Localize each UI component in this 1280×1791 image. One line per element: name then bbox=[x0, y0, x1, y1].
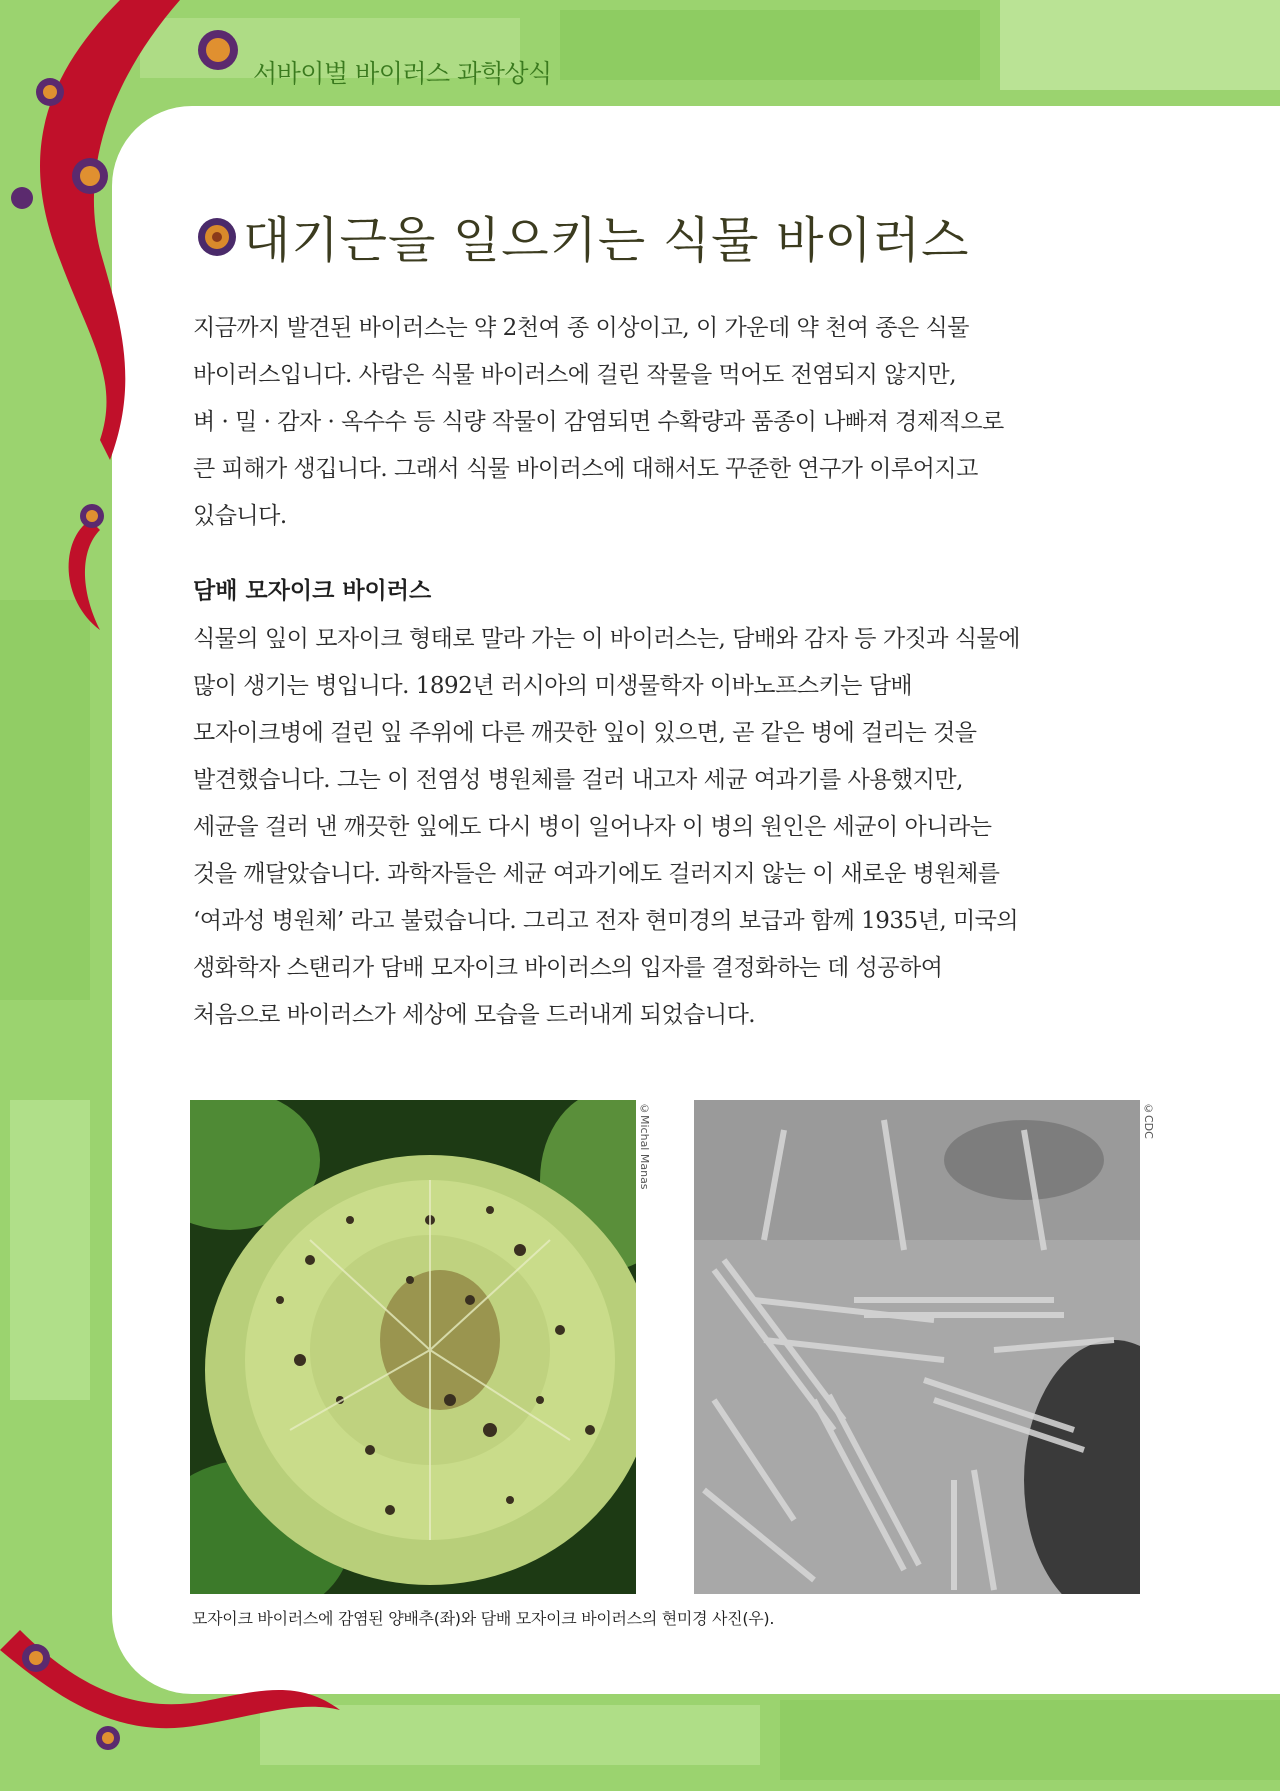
section-line: 식물의 잎이 모자이크 형태로 말라 가는 이 바이러스는, 담배와 감자 등 가짓과 식물에 bbox=[193, 626, 1020, 652]
page-title-text: 대기근을 일으키는 식물 바이러스 bbox=[243, 212, 970, 269]
section-line: 모자이크병에 걸린 잎 주위에 다른 깨끗한 잎이 있으면, 곧 같은 병에 걸리는 것을 bbox=[193, 720, 977, 746]
micrograph-photo bbox=[694, 1100, 1140, 1594]
section-line: ‘여과성 병원체’ 라고 불렀습니다. 그리고 전자 현미경의 보급과 함께 1935년, 미국의 bbox=[193, 908, 1019, 934]
photo-credit-left: ©Michal Manas bbox=[638, 1102, 651, 1190]
intro-line: 바이러스입니다. 사람은 식물 바이러스에 걸린 작물을 먹어도 전염되지 않지만, bbox=[193, 362, 957, 388]
intro-line: 벼 · 밀 · 감자 · 옥수수 등 식량 작물이 감염되면 수확량과 품종이 나빠져 경제적으로 bbox=[193, 409, 1004, 435]
section-line: 처음으로 바이러스가 세상에 모습을 드러내게 되었습니다. bbox=[193, 1002, 756, 1028]
intro-line: 큰 피해가 생깁니다. 그래서 식물 바이러스에 대해서도 꾸준한 연구가 이루어지고 bbox=[193, 456, 978, 482]
virus-icon bbox=[195, 215, 239, 259]
section-line: 발견했습니다. 그는 이 전염성 병원체를 걸러 내고자 세균 여과기를 사용했지만, bbox=[193, 767, 963, 793]
cabbage-photo bbox=[190, 1100, 636, 1594]
intro-line: 있습니다. bbox=[193, 503, 287, 529]
section-line: 세균을 걸러 낸 깨끗한 잎에도 다시 병이 일어나자 이 병의 원인은 세균이 아니라는 bbox=[193, 814, 992, 840]
section-line: 것을 깨달았습니다. 과학자들은 세균 여과기에도 걸러지지 않는 이 새로운 병원체를 bbox=[193, 861, 1000, 887]
intro-line: 지금까지 발견된 바이러스는 약 2천여 종 이상이고, 이 가운데 약 천여 종은 식물 bbox=[193, 315, 969, 341]
page-title bbox=[195, 202, 969, 272]
section-heading: 담배 모자이크 바이러스 bbox=[193, 578, 432, 604]
photo-credit-right: ©CDC bbox=[1142, 1102, 1155, 1139]
figure-caption: 모자이크 바이러스에 감염된 양배추(좌)와 담배 모자이크 바이러스의 현미경 사진(우). bbox=[192, 1609, 775, 1628]
section-paragraph bbox=[193, 616, 1133, 1039]
section-line: 많이 생기는 병입니다. 1892년 러시아의 미생물학자 이바노프스키는 담배 bbox=[193, 673, 913, 699]
header-title: 서바이벌 바이러스 과학상식 bbox=[253, 59, 552, 88]
section-line: 생화학자 스탠리가 담배 모자이크 바이러스의 입자를 결정화하는 데 성공하여 bbox=[193, 955, 943, 981]
intro-paragraph bbox=[193, 305, 1133, 540]
